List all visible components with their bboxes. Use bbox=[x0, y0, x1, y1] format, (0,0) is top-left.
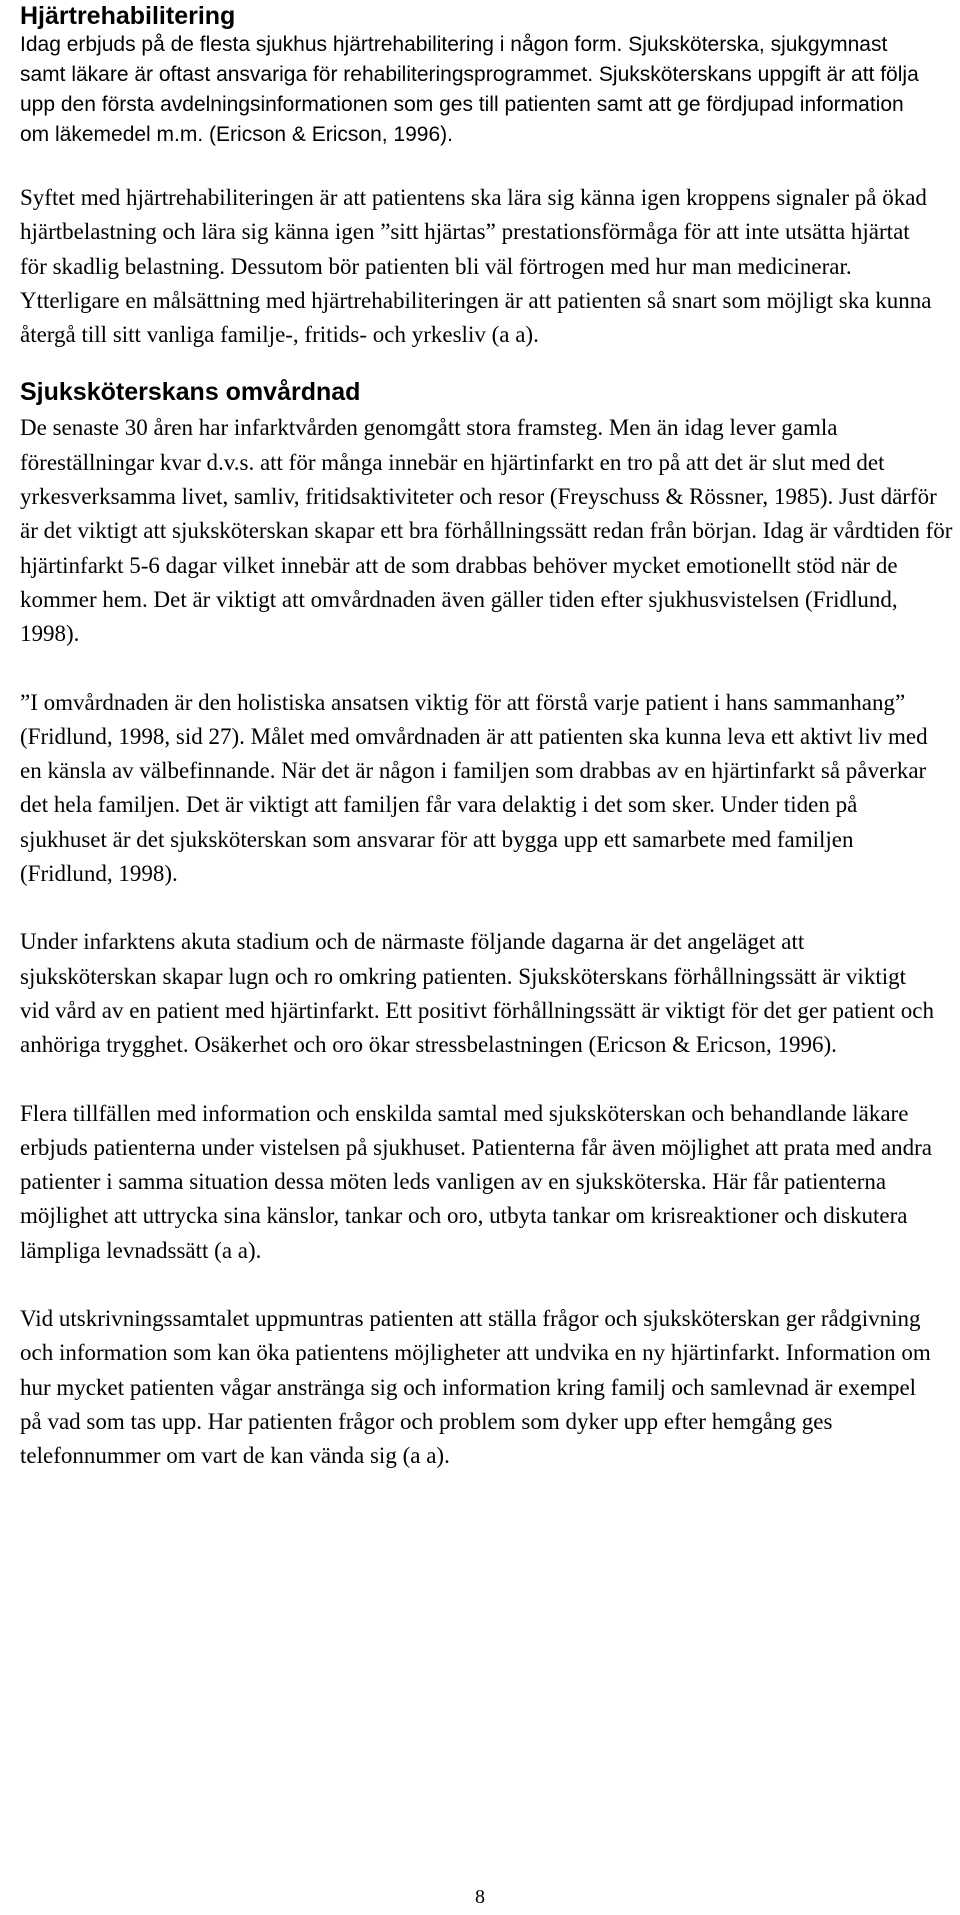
paragraph-information-sessions: Flera tillfällen med information och enskilda samtal med sjuksköterskan och behandlande läkare erbjuds patienterna under vistelsen på sjukhuset. Patienterna får även möjlighet att prata med andra patienter i samma situation dessa möten leds vanligen av en sjuksköterska. Här får patienterna möjlighet att uttrycka sina känslor, tankar och oro, utbyta tankar om krisreaktioner och diskutera lämpliga levnadssätt (a a). bbox=[20, 1100, 933, 1263]
paragraph-discharge-talk: Vid utskrivningssamtalet uppmuntras patienten att ställa frågor och sjuksköterskan ger rådgivning och information som kan öka patientens möjligheter att undvika en ny hjärtinfarkt. Information om hur mycket patienten vågar anstränga sig och information kring familj och samlevnad är exempel på vad som tas upp. Har patienten frågor och problem som dyker upp efter hemgång ges telefonnummer om vart de kan vända sig (a a). bbox=[20, 1306, 931, 1469]
paragraph-rehab-intro: Idag erbjuds på de flesta sjukhus hjärtrehabilitering i någon form. Sjuksköterska, sjukgymnast samt läkare är oftast ansvariga för rehabiliteringsprogrammet. Sjuksköterskans uppgift är att följa upp den första avdelningsinformationen som ges till patienten samt att ge fördjupad information om läkemedel m.m. (Ericson & Ericson, 1996). bbox=[20, 33, 919, 146]
page-number: 8 bbox=[475, 1886, 485, 1908]
paragraph-rehab-purpose: Syftet med hjärtrehabiliteringen är att patientens ska lära sig känna igen kroppens signaler på ökad hjärtbelastning och lära sig känna igen ”sitt hjärtas” prestationsförmåga för att inte utsätta hjärtat för skadlig belastning. Dessutom bör patienten bli väl förtrogen med hur man medicinerar. Ytterligare en målsättning med hjärtrehabiliteringen är att patienten så snart som möjligt ska kunna återgå till sitt vanliga familje-, fritids- och yrkesliv (a a). bbox=[20, 185, 932, 348]
section-heading-omvardnad: Sjuksköterskans omvårdnad bbox=[20, 378, 361, 407]
paragraph-acute-stage: Under infarktens akuta stadium och de närmaste följande dagarna är det angeläget att sjuksköterskan skapar lugn och ro omkring patienten. Sjuksköterskans förhållningssätt är viktigt vid vård av en patient med hjärtinfarkt. Ett positivt förhållningssätt är viktigt för det ger patient och anhöriga trygghet. Osäkerhet och oro ökar stressbelastningen (Ericson & Ericson, 1996). bbox=[20, 929, 935, 1058]
document-page bbox=[20, 0, 953, 1474]
section-heading-hjartrehabilitering: Hjärtrehabilitering bbox=[20, 2, 236, 30]
paragraph-holistic-care: ”I omvårdnaden är den holistiska ansatsen viktig för att förstå varje patient i hans sammanhang” (Fridlund, 1998, sid 27). Målet med omvårdnaden är att patienten ska kunna leva ett aktivt liv med en känsla av välbefinnande. När det är någon i familjen som drabbas av en hjärtinfarkt så påverkar det hela familjen. Det är viktigt att familjen får vara delaktig i det som sker. Under tiden på sjukhuset är det sjuksköterskan som ansvarar för att bygga upp ett samarbete med familjen (Fridlund, 1998). bbox=[20, 689, 928, 887]
paragraph-care-progress: De senaste 30 åren har infarktvården genomgått stora framsteg. Men än idag lever gamla föreställningar kvar d.v.s. att för många innebär en hjärtinfarkt en tro på att det är slut med det yrkesverksamma livet, samliv, fritidsaktiviteter och resor (Freyschuss & Rössner, 1985). Just därför är det viktigt att sjuksköterskan skapar ett bra förhållningssätt redan från början. Idag är vårdtiden för hjärtinfarkt 5-6 dagar vilket innebär att de som drabbas behöver mycket emotionellt stöd när de kommer hem. Det är viktigt att omvårdnaden även gäller tiden efter sjukhusvistelsen (Fridlund, 1998). bbox=[20, 415, 953, 647]
